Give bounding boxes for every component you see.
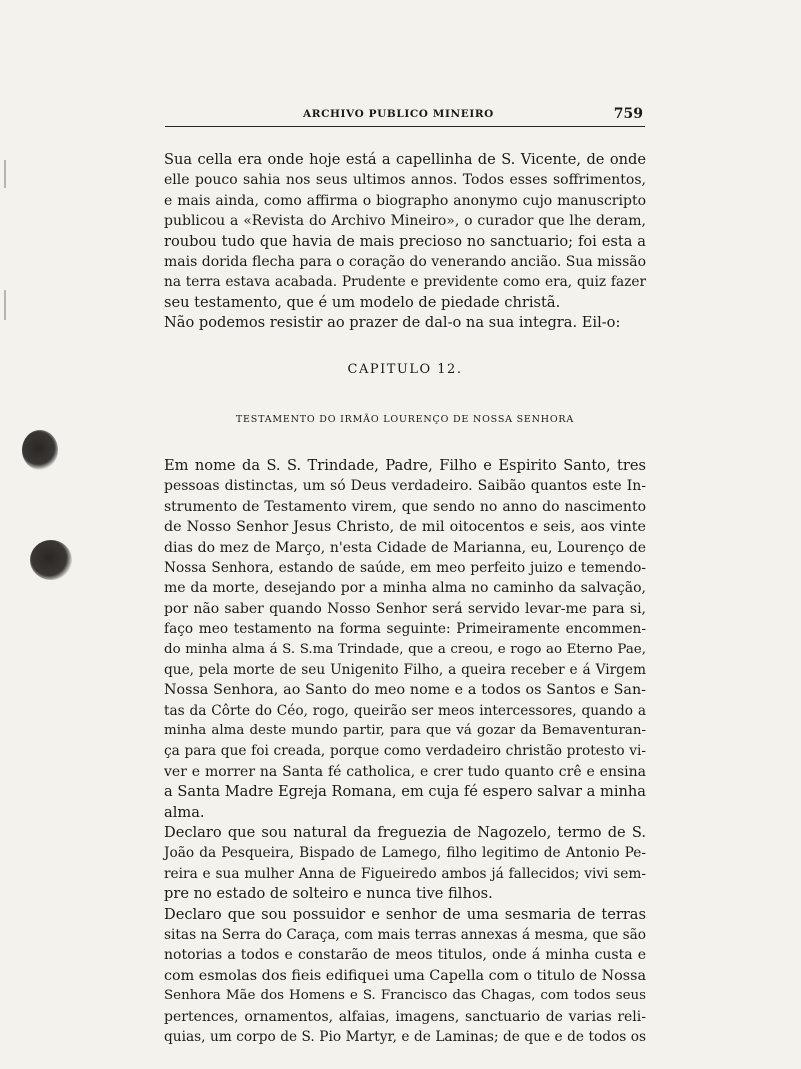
text-line: por não saber quando Nosso Senhor será servido levar-me para si, xyxy=(164,600,646,617)
text-line: mais dorida flecha para o coração do venerando ancião. Sua missão xyxy=(164,253,647,270)
page-number: 759 xyxy=(613,106,643,122)
text-line: publicou a «Revista do Archivo Mineiro», o curador que lhe deram, xyxy=(164,213,646,230)
text-line: a Santa Madre Egreja Romana, em cuja fé espero salvar a minha xyxy=(164,783,646,801)
chapter-subtitle: TESTAMENTO DO IRMÃO LOURENÇO DE NOSSA SENHORA xyxy=(235,414,575,425)
header-rule xyxy=(165,126,645,127)
text-line: que, pela morte de seu Unigenito Filho, a queira receber e á Virgem xyxy=(164,661,646,678)
text-line: faço meo testamento na forma seguinte: Primeiramente encommen- xyxy=(164,621,646,638)
text-line: Nossa Senhora, ao Santo do meo nome e a todos os Santos e San- xyxy=(164,682,646,699)
running-header-title: ARCHIVO PUBLICO MINEIRO xyxy=(303,108,494,120)
text-line: Em nome da S. S. Trindade, Padre, Filho e Espirito Santo, tres xyxy=(164,457,646,474)
text-line: ver e morrer na Santa fé catholica, e crer tudo quanto crê e ensina xyxy=(164,763,646,780)
text-line: tas da Côrte do Céo, rogo, queirão ser meos intercessores, quando a xyxy=(164,702,646,719)
text-line: reira e sua mulher Anna de Figueiredo ambos já fallecidos; vivi sem- xyxy=(164,865,646,882)
chapter-heading: CAPITULO 12. xyxy=(347,362,463,377)
ink-blot xyxy=(22,430,58,470)
text-line: roubou tudo que havia de mais precioso no sanctuario; foi esta a xyxy=(164,232,646,250)
text-line: alma. xyxy=(164,803,205,821)
text-line: Sua cella era onde hoje está a capellinha de S. Vicente, de onde xyxy=(164,151,646,168)
text-line: na terra estava acabada. Prudente e previdente como era, quiz fazer xyxy=(164,274,646,291)
text-line: dias do mez de Março, n'esta Cidade de Marianna, eu, Lourenço de xyxy=(164,539,646,556)
text-line: Declaro que sou natural da freguezia de Nagozelo, termo de S. xyxy=(164,824,646,842)
text-line: minha alma deste mundo partir, para que vá gozar da Bemaventuran- xyxy=(164,723,646,739)
text-line: pessoas distinctas, um só Deus verdadeiro. Saibão quantos este In- xyxy=(164,478,646,495)
text-line: pertences, ornamentos, alfaias, imagens, sanctuario de varias reli- xyxy=(164,1008,646,1025)
text-line: João da Pesqueira, Bispado de Lamego, filho legitimo de Antonio Pe- xyxy=(164,845,646,862)
testament-text xyxy=(164,456,646,1047)
text-line: strumento de Testamento virem, que sendo no anno do nascimento xyxy=(164,498,646,515)
text-line: com esmolas dos fieis edifiquei uma Capella com o titulo de Nossa xyxy=(164,967,646,984)
running-header xyxy=(165,106,645,126)
text-line: seu testamento, que é um modelo de piedade christã. xyxy=(164,293,561,311)
text-line: quias, um corpo de S. Pio Martyr, e de Laminas; de que e de todos os xyxy=(164,1028,646,1045)
page-edge-mark xyxy=(4,160,6,188)
intro-paragraph xyxy=(164,150,646,334)
text-line: e mais ainda, como affirma o biographo anonymo cujo manuscripto xyxy=(164,192,646,209)
text-line: Não podemos resistir ao prazer de dal-o na sua integra. Eil-o: xyxy=(164,314,621,332)
ink-blot xyxy=(30,540,72,580)
page-edge-mark xyxy=(4,290,6,320)
text-line: pre no estado de solteiro e nunca tive filhos. xyxy=(164,885,493,903)
text-line: Nossa Senhora, estando de saúde, em meo perfeito juizo e temendo- xyxy=(164,559,646,576)
text-line: Senhora Mãe dos Homens e S. Francisco das Chagas, com todos seus xyxy=(164,988,646,1004)
text-line: ça para que foi creada, porque como verdadeiro christão protesto vi- xyxy=(164,743,646,760)
text-line: elle pouco sahia nos seus ultimos annos. Todos esses soffrimentos, xyxy=(164,172,646,189)
text-line: notorias a todos e constarão de meos titulos, onde á minha custa e xyxy=(164,947,646,964)
text-line: do minha alma á S. S.ma Trindade, que a creou, e rogo ao Eterno Pae, xyxy=(164,641,646,657)
text-line: sitas na Serra do Caraça, com mais terras annexas á mesma, que são xyxy=(164,926,646,943)
text-line: me da morte, desejando por a minha alma no caminho da salvação, xyxy=(164,580,646,597)
text-line: Declaro que sou possuidor e senhor de uma sesmaria de terras xyxy=(164,905,646,923)
text-line: de Nosso Senhor Jesus Christo, de mil oitocentos e seis, aos vinte xyxy=(164,519,646,536)
